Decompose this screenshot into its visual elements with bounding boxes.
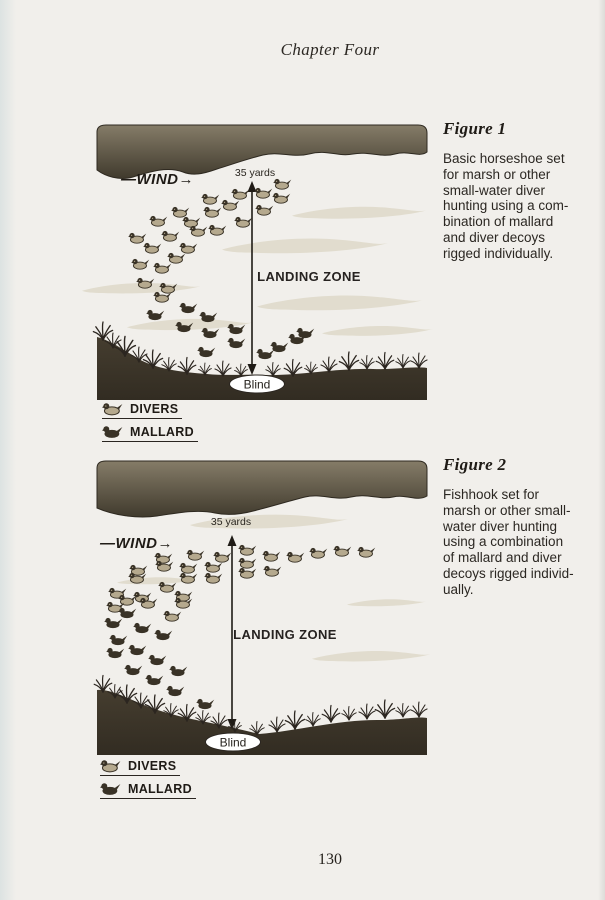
figure1-legend xyxy=(102,402,198,448)
diver-decoy-icon xyxy=(131,258,150,270)
diver-decoy-icon xyxy=(204,572,223,584)
mallard-decoy-icon xyxy=(227,337,246,349)
caption-line: and diver decoys xyxy=(443,229,546,245)
diver-decoy-icon xyxy=(333,545,352,557)
mallard-decoy-icon xyxy=(296,327,315,339)
diver-decoy-icon xyxy=(189,225,208,237)
mallard-decoy-icon xyxy=(133,622,152,634)
diver-decoy-icon xyxy=(163,610,182,622)
mallard-decoy-icon xyxy=(109,634,128,646)
caption-line: small-water diver xyxy=(443,182,546,198)
mallard-decoy-icon xyxy=(166,685,185,697)
diver-decoy-icon xyxy=(234,216,253,228)
distance-label: 35 yards xyxy=(210,516,252,528)
diver-decoy-icon xyxy=(153,291,172,303)
figure2-diagram xyxy=(97,458,427,755)
scan-edge-left xyxy=(0,0,16,900)
diver-decoy-icon xyxy=(100,759,121,773)
caption-line: of mallard and diver xyxy=(443,550,562,566)
diver-decoy-icon xyxy=(155,560,174,572)
legend-label: MALLARD xyxy=(130,425,194,439)
diver-decoy-icon xyxy=(254,187,273,199)
diver-decoy-icon xyxy=(161,230,180,242)
diver-decoy-icon xyxy=(238,567,257,579)
page-number: 130 xyxy=(318,851,342,868)
legend-label: DIVERS xyxy=(130,402,179,416)
legend-label: MALLARD xyxy=(128,782,192,796)
blind-marker: Blind xyxy=(205,733,261,752)
wind-direction-label: —WIND→ xyxy=(100,535,173,552)
caption-line: decoys rigged individ- xyxy=(443,565,574,581)
diver-decoy-icon xyxy=(309,547,328,559)
diver-decoy-icon xyxy=(286,551,305,563)
diver-decoy-icon xyxy=(255,204,274,216)
diver-decoy-icon xyxy=(201,193,220,205)
figure1-title: Figure 1 xyxy=(443,119,507,138)
mallard-decoy-icon xyxy=(270,341,289,353)
chapter-header: Chapter Four xyxy=(280,40,380,59)
diver-decoy-icon xyxy=(263,565,282,577)
diver-decoy-icon xyxy=(153,262,172,274)
diver-decoy-icon xyxy=(203,206,222,218)
figure2-decoys xyxy=(97,458,427,755)
mallard-decoy-icon xyxy=(154,629,173,641)
caption-line: Fishhook set for xyxy=(443,487,540,502)
mallard-decoy-icon xyxy=(145,674,164,686)
legend-row-mallard xyxy=(100,782,196,799)
caption-line: hunting using a com- xyxy=(443,198,569,214)
mallard-decoy-icon xyxy=(100,782,121,796)
caption-line: using a combination xyxy=(443,534,564,550)
diver-decoy-icon xyxy=(179,572,198,584)
caption-line: ually. xyxy=(443,581,474,597)
mallard-decoy-icon xyxy=(128,644,147,656)
figure1-decoys xyxy=(97,122,427,400)
mallard-decoy-icon xyxy=(201,327,220,339)
figure2-legend xyxy=(100,759,196,805)
diver-decoy-icon xyxy=(262,550,281,562)
diver-decoy-icon xyxy=(272,192,291,204)
mallard-decoy-icon xyxy=(146,309,165,321)
mallard-decoy-icon xyxy=(199,311,218,323)
legend-label: DIVERS xyxy=(128,759,177,773)
diver-decoy-icon xyxy=(186,549,205,561)
mallard-decoy-icon xyxy=(196,698,215,710)
caption-line: marsh or other small- xyxy=(443,502,571,518)
figure1-diagram xyxy=(97,122,427,400)
diver-decoy-icon xyxy=(136,277,155,289)
diver-decoy-icon xyxy=(128,572,147,584)
mallard-decoy-icon xyxy=(179,302,198,314)
mallard-decoy-icon xyxy=(102,425,123,439)
diver-decoy-icon xyxy=(273,178,292,190)
figure2-title: Figure 2 xyxy=(443,455,507,474)
figure2-caption xyxy=(443,455,595,598)
mallard-decoy-icon xyxy=(106,647,125,659)
legend-row-divers xyxy=(102,402,182,419)
diver-decoy-icon xyxy=(149,215,168,227)
mallard-decoy-icon xyxy=(169,665,188,677)
diver-decoy-icon xyxy=(208,224,227,236)
caption-line: rigged individually. xyxy=(443,245,554,261)
legend-row-mallard xyxy=(102,425,198,442)
mallard-decoy-icon xyxy=(227,323,246,335)
mallard-decoy-icon xyxy=(175,321,194,333)
caption-line: for marsh or other xyxy=(443,166,551,182)
blind-marker: Blind xyxy=(229,375,285,394)
diver-decoy-icon xyxy=(174,597,193,609)
scan-edge-right xyxy=(598,0,605,900)
diver-decoy-icon xyxy=(238,544,257,556)
mallard-decoy-icon xyxy=(104,617,123,629)
figure1-caption xyxy=(443,119,595,262)
distance-label: 35 yards xyxy=(234,167,276,179)
mallard-decoy-icon xyxy=(197,346,216,358)
legend-row-divers xyxy=(100,759,180,776)
caption-line: bination of mallard xyxy=(443,214,554,230)
diver-decoy-icon xyxy=(143,242,162,254)
mallard-decoy-icon xyxy=(124,664,143,676)
diver-decoy-icon xyxy=(102,402,123,416)
diver-decoy-icon xyxy=(139,597,158,609)
diver-decoy-icon xyxy=(221,199,240,211)
mallard-decoy-icon xyxy=(148,654,167,666)
wind-direction-label: —WIND→ xyxy=(121,171,194,188)
caption-line: water diver hunting xyxy=(443,518,558,534)
diver-decoy-icon xyxy=(357,546,376,558)
landing-zone-label: LANDING ZONE xyxy=(233,627,337,642)
caption-line: Basic horseshoe set xyxy=(443,151,565,166)
landing-zone-label: LANDING ZONE xyxy=(257,269,361,284)
